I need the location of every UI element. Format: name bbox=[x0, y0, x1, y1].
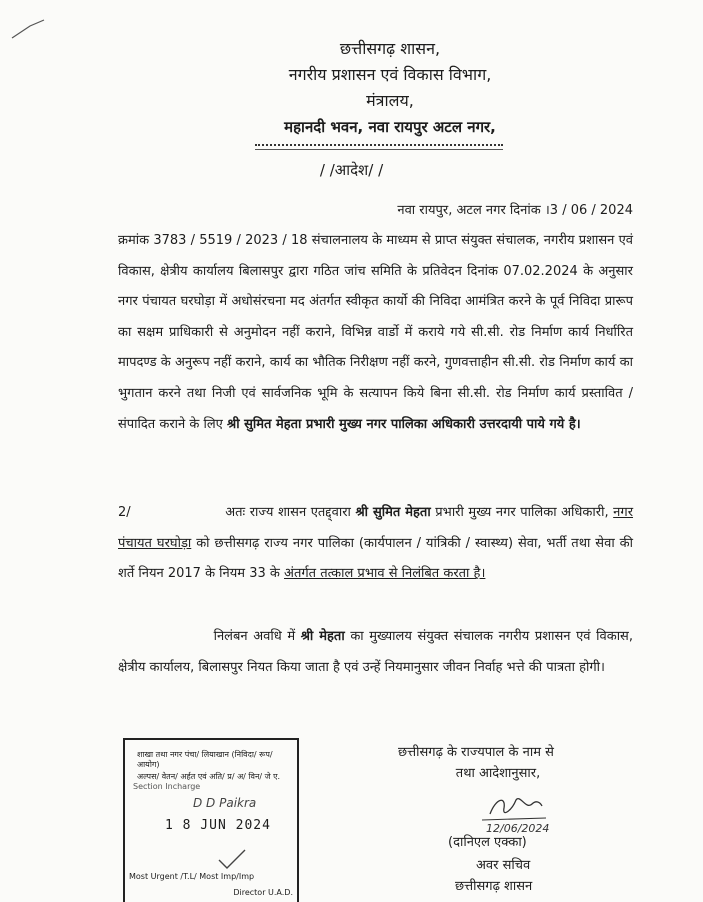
para2-text-a: अतः राज्य शासन एतद्द्वारा bbox=[225, 505, 351, 520]
para2-text-c: को छत्तीसगढ़ राज्य नगर पालिका (कार्यपालन / यांत्रिकी / स्वास्थ्य) सेवा, भर्ती तथा सेवा की शर्ते नियन 2017 के नियम 33 के bbox=[118, 535, 633, 582]
para3-text-b: का मुख्यालय संयुक्त संचालक नगरीय प्रशासन एवं विकास, क्षेत्रीय कार्यालय, बिलासपुर नियत किया जाता है एवं उन्हें नियमानुसार जीवन निर्वाह भत्ते की पात्रता होगी। bbox=[118, 629, 633, 675]
signatory-title: अवर सचिव bbox=[476, 858, 531, 873]
stamp-director: Director U.A.D. bbox=[233, 888, 293, 897]
para1-bold: श्री सुमित मेहता प्रभारी मुख्य नगर पालिका अधिकारी उत्तरदायी पाये गये है। bbox=[227, 416, 581, 432]
stamp-section: Section Incharge bbox=[133, 782, 201, 791]
received-stamp bbox=[123, 738, 299, 902]
order-title: / /आदेश/ / bbox=[319, 161, 384, 179]
para1-text: क्रमांक 3783 / 5519 / 2023 / 18 संचालनालय के माध्यम से प्राप्त संयुक्त संचालक, नगरीय प्रशासन एवं विकास, क्षेत्रीय कार्यालय बिलासपुर द्वारा गठित जांच समिति के प्रतिवेदन दिनांक 07.02.2024 के अनुसार नगर पंचायत घरघोड़ा में अधोसंरचना मद अंतर्गत स्वीकृत कार्यो की निविदा आमंत्रित करने के पूर्व निविदा प्रारूप का सक्षम प्राधिकारी से अनुमोदन नहीं कराने, विभिन्न वार्डो में कराये गये सी.सी. रोड निर्माण कार्य निर्धारित मापदण्ड के अनुरूप नहीं कराने, कार्य का भौतिक निरीक्षण नहीं करने, गुणवत्ताहीन सी.सी. रोड निर्माण कार्य का भुगतान करने तथा निजी एवं सार्वजनिक भूमि के सत्यापन किये बिना सी.सी. रोड निर्माण कार्य प्रस्तावित / संपादित कराने के लिए bbox=[118, 233, 633, 432]
paragraph-2 bbox=[118, 498, 633, 590]
header-ministry: मंत्रालय, bbox=[366, 91, 414, 110]
para2-number: 2/ bbox=[118, 505, 131, 520]
header-government: छत्तीसगढ़ शासन, bbox=[339, 39, 441, 58]
header-rule-solid bbox=[255, 149, 503, 150]
order-dateline: नवा रायपुर, अटल नगर दिनांक ।3 / 06 / 2024 bbox=[397, 203, 633, 218]
stamp-urgent: Most Urgent /T.L/ Most Imp/Imp bbox=[129, 872, 255, 881]
header-address: महानदी भवन, नवा रायपुर अटल नगर, bbox=[284, 118, 496, 136]
header-department: नगरीय प्रशासन एवं विकास विभाग, bbox=[288, 65, 492, 84]
signature-block bbox=[398, 742, 638, 784]
tick-mark-icon bbox=[217, 848, 247, 872]
para3-text-a: निलंबन अवधि में bbox=[213, 629, 296, 644]
sign-line-2: तथा आदेशानुसार, bbox=[455, 766, 541, 781]
stamp-date: 1 8 JUN 2024 bbox=[165, 818, 271, 833]
signatory-name: (दानिएल एक्का) bbox=[448, 835, 527, 850]
stamp-line-1: शाखा तथा नगर पंचा/ लियाखान (निविदा/ रूप/ आयोग) bbox=[137, 750, 273, 769]
para2-text-b: प्रभारी मुख्य नगर पालिका अधिकारी, bbox=[435, 505, 609, 520]
letterhead bbox=[200, 36, 580, 140]
signatory-department: छत्तीसगढ़ शासन bbox=[455, 879, 533, 894]
stamp-line-2: अल्पस/ वेतन/ अर्हत एवं अति/ प्र/ अ/ विन/ जे ए. bbox=[137, 772, 281, 781]
header-rule bbox=[255, 144, 503, 146]
stamp-initials: D D Paikra bbox=[193, 796, 257, 810]
para3-bold-name: श्री मेहता bbox=[300, 629, 345, 644]
paragraph-1 bbox=[118, 226, 633, 440]
para2-underline-place: नगर पंचायत घरघोड़ा bbox=[118, 505, 634, 551]
sign-line-1: छत्तीसगढ़ के राज्यपाल के नाम से bbox=[398, 745, 554, 760]
pen-mark-icon bbox=[10, 18, 50, 42]
svg-text:12/06/2024: 12/06/2024 bbox=[486, 822, 550, 834]
para2-bold-name: श्री सुमित मेहता bbox=[355, 505, 431, 520]
para2-underline-suspension: अंतर्गत तत्काल प्रभाव से निलंबित करता है। bbox=[284, 566, 486, 582]
handwritten-signature bbox=[476, 790, 586, 834]
paragraph-3 bbox=[118, 622, 633, 683]
